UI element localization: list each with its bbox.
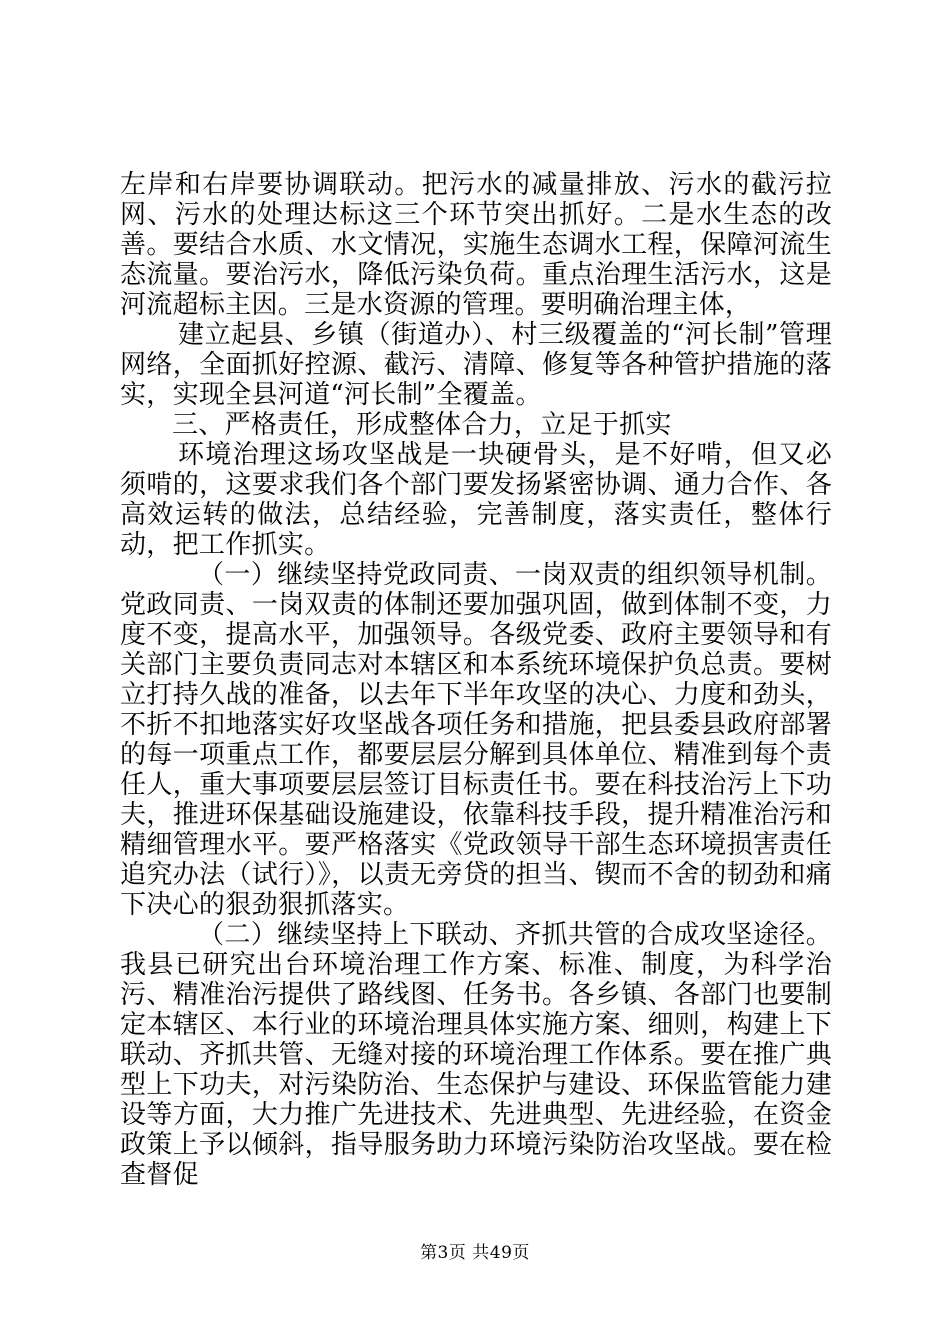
paragraph-river-chief: 建立起县、乡镇（街道办）、村三级覆盖的“河长制”管理网络，全面抓好控源、截污、清障、修复等各种管护措施的落实，实现全县河道“河长制”全覆盖。 [120,320,832,410]
paragraph-item-one: （一）继续坚持党政同责、一岗双责的组织领导机制。党政同责、一岗双责的体制还要加强巩固，做到体制不变，力度不变，提高水平，加强领导。各级党委、政府主要领导和有关部门主要负责同志对本辖区和本系统环境保护负总责。要树立打持久战的准备，以去年下半年攻坚的决心、力度和劲头，不折不扣地落实好攻坚战各项任务和措施，把县委县政府部署的每一项重点工作，都要层层分解到具体单位、精准到每个责任人，重大事项要层层签订目标责任书。要在科技治污上下功夫，推进环保基础设施建设，依靠科技手段，提升精准治污和精细管理水平。要严格落实《党政领导干部生态环境损害责任追究办法（试行）》，以责无旁贷的担当、锲而不舍的韧劲和痛下决心的狠劲狠抓落实。 [120,560,832,920]
paragraph-continuation: 左岸和右岸要协调联动。把污水的减量排放、污水的截污拉网、污水的处理达标这三个环节突出抓好。二是水生态的改善。要结合水质、水文情况，实施生态调水工程，保障河流生态流量。要治污水，降低污染负荷。重点治理生活污水，这是河流超标主因。三是水资源的管理。要明确治理主体， [120,170,832,320]
page-footer: 第3页 共49页 [420,1243,530,1263]
section-heading: 三、严格责任，形成整体合力，立足于抓实 [172,410,672,440]
paragraph-item-two: （二）继续坚持上下联动、齐抓共管的合成攻坚途径。我县已研究出台环境治理工作方案、标准、制度，为科学治污、精准治污提供了路线图、任务书。各乡镇、各部门也要制定本辖区、本行业的环境治理具体实施方案、细则，构建上下联动、齐抓共管、无缝对接的环境治理工作体系。要在推广典型上下功夫，对污染防治、生态保护与建设、环保监管能力建设等方面，大力推广先进技术、先进典型、先进经验，在资金政策上予以倾斜，指导服务助力环境污染防治攻坚战。要在检查督促 [120,920,832,1190]
paragraph-intro: 环境治理这场攻坚战是一块硬骨头，是不好啃，但又必须啃的，这要求我们各个部门要发扬紧密协调、通力合作、各高效运转的做法，总结经验，完善制度，落实责任，整体行动，把工作抓实。 [120,440,832,560]
document-body [120,170,832,1190]
